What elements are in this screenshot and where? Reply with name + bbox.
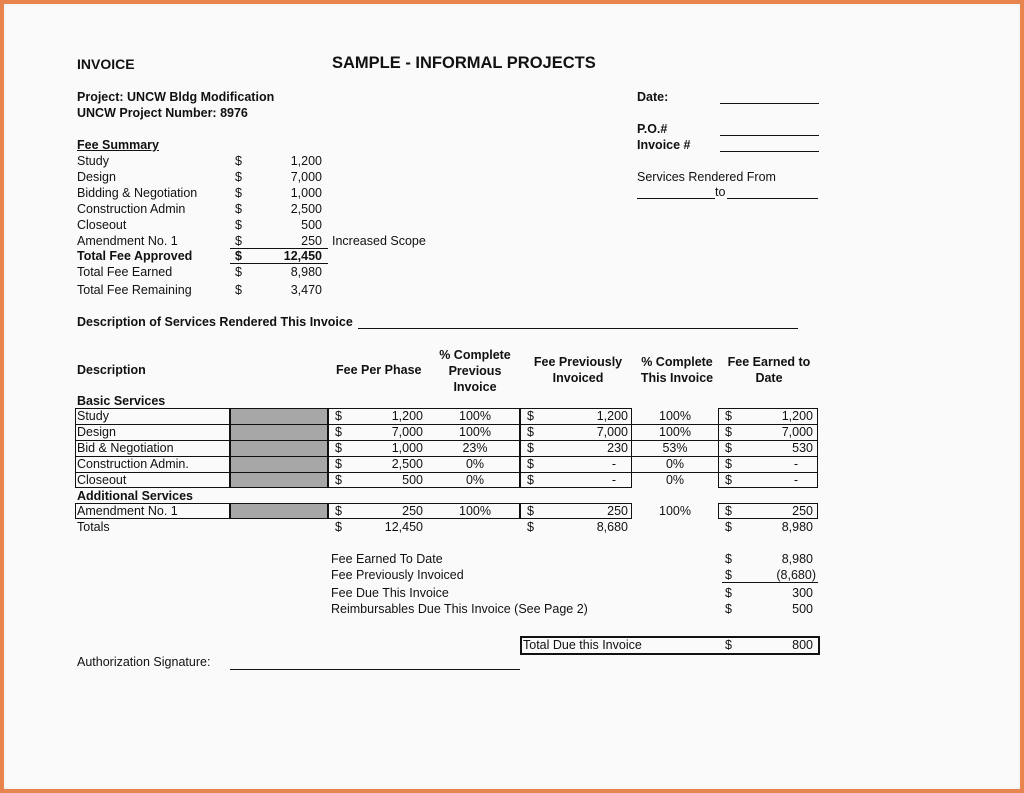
table-row-currency: $ bbox=[527, 473, 534, 487]
date-label: Date: bbox=[637, 90, 669, 104]
table-row-earned: - bbox=[793, 457, 798, 471]
table-row-name: Construction Admin. bbox=[77, 457, 189, 471]
shaded-column bbox=[230, 408, 328, 488]
invoice-number-field[interactable] bbox=[720, 151, 819, 152]
summary-currency: $ bbox=[725, 568, 732, 582]
fee-summary-label: Bidding & Negotiation bbox=[77, 186, 198, 200]
table-row-prev: - bbox=[611, 473, 616, 487]
fee-summary-amount: 2,500 bbox=[290, 202, 322, 216]
table-row-pct-this: 0% bbox=[665, 473, 685, 487]
total-fee-remaining-currency: $ bbox=[235, 283, 242, 297]
table-row-pct-this: 100% bbox=[659, 425, 691, 439]
fee-summary-currency: $ bbox=[235, 234, 242, 248]
totals-label: Totals bbox=[77, 520, 110, 534]
fee-summary-currency: $ bbox=[235, 202, 242, 216]
table-row-earned: 250 bbox=[792, 504, 813, 518]
table-row-currency: $ bbox=[335, 473, 342, 487]
total-fee-approved-amount: 12,450 bbox=[283, 249, 322, 263]
table-row-pct-this: 53% bbox=[662, 441, 688, 455]
total-due-amount: 800 bbox=[792, 638, 813, 652]
fee-summary-amount: 250 bbox=[301, 234, 322, 248]
table-row-name: Design bbox=[77, 425, 116, 439]
fee-summary-amount: 1,200 bbox=[290, 154, 322, 168]
fee-summary-label: Closeout bbox=[77, 218, 127, 232]
summary-label: Fee Due This Invoice bbox=[331, 586, 449, 600]
fee-summary-currency: $ bbox=[235, 154, 242, 168]
table-row-currency: $ bbox=[527, 409, 534, 423]
table-row-currency: $ bbox=[335, 409, 342, 423]
table-row-currency: $ bbox=[527, 441, 534, 455]
table-row-pct-prev: 0% bbox=[465, 457, 485, 471]
po-field[interactable] bbox=[720, 135, 819, 136]
table-row-name: Closeout bbox=[77, 473, 127, 487]
fee-summary-label: Design bbox=[77, 170, 116, 184]
fee-summary-label: Study bbox=[77, 154, 109, 168]
total-due-currency: $ bbox=[725, 638, 732, 652]
table-row-currency: $ bbox=[725, 409, 732, 423]
table-row-currency: $ bbox=[725, 425, 732, 439]
table-row-pct-this: 100% bbox=[659, 504, 691, 518]
summary-amount: (8,680) bbox=[776, 568, 816, 582]
table-row-name: Bid & Negotiation bbox=[77, 441, 174, 455]
summary-currency: $ bbox=[725, 586, 732, 600]
fee-summary-currency: $ bbox=[235, 170, 242, 184]
col-header-description: Description bbox=[77, 363, 146, 377]
total-fee-remaining-amount: 3,470 bbox=[290, 283, 322, 297]
signature-label: Authorization Signature: bbox=[77, 655, 211, 669]
description-field[interactable] bbox=[358, 328, 798, 329]
fee-summary-note: Increased Scope bbox=[332, 234, 426, 248]
table-row-pct-prev: 0% bbox=[465, 473, 485, 487]
col-header-fee-earned: Fee Earned to Date bbox=[727, 355, 811, 385]
col-header-pct-this: % Complete This Invoice bbox=[640, 355, 714, 385]
summary-currency: $ bbox=[725, 552, 732, 566]
signature-field[interactable] bbox=[230, 669, 520, 670]
fee-summary-currency: $ bbox=[235, 186, 242, 200]
total-due-label: Total Due this Invoice bbox=[523, 638, 642, 652]
table-row-fee: 500 bbox=[402, 473, 423, 487]
services-to-field[interactable] bbox=[727, 198, 818, 199]
table-row-prev: 7,000 bbox=[596, 425, 628, 439]
total-fee-earned-amount: 8,980 bbox=[290, 265, 322, 279]
po-label: P.O.# bbox=[637, 122, 668, 136]
project-name: Project: UNCW Bldg Modification bbox=[77, 90, 275, 104]
totals-prev: 8,680 bbox=[596, 520, 628, 534]
total-fee-earned-currency: $ bbox=[235, 265, 242, 279]
table-row-currency: $ bbox=[725, 457, 732, 471]
table-row-prev: 230 bbox=[607, 441, 628, 455]
col-header-fee-previously-invoiced: Fee Previously Invoiced bbox=[533, 355, 623, 385]
invoice-number-label: Invoice # bbox=[637, 138, 691, 152]
shaded-column bbox=[230, 503, 328, 519]
table-row-fee: 7,000 bbox=[391, 425, 423, 439]
table-row-prev: 250 bbox=[607, 504, 628, 518]
summary-label: Reimbursables Due This Invoice (See Page 2) bbox=[331, 602, 588, 616]
table-row-currency: $ bbox=[527, 425, 534, 439]
summary-divider bbox=[722, 582, 818, 583]
fee-summary-amount: 500 bbox=[301, 218, 322, 232]
table-row-currency: $ bbox=[725, 504, 732, 518]
table-row-currency: $ bbox=[335, 441, 342, 455]
date-field[interactable] bbox=[720, 103, 819, 104]
table-row-prev: 1,200 bbox=[596, 409, 628, 423]
table-row-fee: 2,500 bbox=[391, 457, 423, 471]
table-row-pct-prev: 23% bbox=[462, 441, 488, 455]
services-from-label: Services Rendered From bbox=[637, 170, 776, 184]
fee-summary-currency: $ bbox=[235, 218, 242, 232]
table-row-pct-this: 0% bbox=[665, 457, 685, 471]
fee-summary-label: Amendment No. 1 bbox=[77, 234, 178, 248]
table-row-earned: 7,000 bbox=[781, 425, 813, 439]
summary-currency: $ bbox=[725, 602, 732, 616]
table-row-currency: $ bbox=[335, 504, 342, 518]
summary-amount: 500 bbox=[792, 602, 813, 616]
totals-earned: 8,980 bbox=[781, 520, 813, 534]
table-row-prev: - bbox=[611, 457, 616, 471]
description-label: Description of Services Rendered This Invoice bbox=[77, 315, 353, 329]
summary-amount: 8,980 bbox=[781, 552, 813, 566]
summary-label: Fee Previously Invoiced bbox=[331, 568, 464, 582]
services-from-field[interactable] bbox=[637, 198, 715, 199]
basic-services-label: Basic Services bbox=[77, 394, 166, 408]
col-header-pct-previous: % Complete Previous Invoice bbox=[439, 348, 511, 394]
table-row-pct-prev: 100% bbox=[459, 504, 491, 518]
table-row-fee: 250 bbox=[402, 504, 423, 518]
totals-currency: $ bbox=[725, 520, 732, 534]
totals-currency: $ bbox=[527, 520, 534, 534]
table-row-name: Amendment No. 1 bbox=[77, 504, 178, 518]
total-fee-approved-currency: $ bbox=[235, 249, 242, 263]
project-number: UNCW Project Number: 8976 bbox=[77, 106, 248, 120]
table-row-earned: - bbox=[793, 473, 798, 487]
table-row-currency: $ bbox=[725, 441, 732, 455]
table-row-pct-prev: 100% bbox=[459, 409, 491, 423]
additional-services-label: Additional Services bbox=[77, 489, 194, 503]
page-title: SAMPLE - INFORMAL PROJECTS bbox=[332, 54, 596, 72]
fee-summary-amount: 7,000 bbox=[290, 170, 322, 184]
fee-summary-title: Fee Summary bbox=[77, 138, 159, 152]
table-row-currency: $ bbox=[527, 504, 534, 518]
table-row-pct-this: 100% bbox=[659, 409, 691, 423]
fee-summary-amount: 1,000 bbox=[290, 186, 322, 200]
table-row-earned: 1,200 bbox=[781, 409, 813, 423]
table-row-currency: $ bbox=[335, 425, 342, 439]
table-row-name: Study bbox=[77, 409, 109, 423]
totals-fee: 12,450 bbox=[384, 520, 423, 534]
table-row-currency: $ bbox=[725, 473, 732, 487]
table-row-currency: $ bbox=[335, 457, 342, 471]
summary-amount: 300 bbox=[792, 586, 813, 600]
totals-currency: $ bbox=[335, 520, 342, 534]
invoice-title: INVOICE bbox=[77, 56, 135, 72]
services-to-label: to bbox=[715, 185, 726, 199]
table-row-earned: 530 bbox=[792, 441, 813, 455]
table-row-fee: 1,200 bbox=[391, 409, 423, 423]
table-row-pct-prev: 100% bbox=[459, 425, 491, 439]
table-row-currency: $ bbox=[527, 457, 534, 471]
total-fee-approved-label: Total Fee Approved bbox=[77, 249, 193, 263]
col-header-fee-per-phase: Fee Per Phase bbox=[336, 363, 422, 377]
fee-summary-label: Construction Admin bbox=[77, 202, 186, 216]
fee-summary-divider bbox=[230, 263, 328, 264]
table-row-fee: 1,000 bbox=[391, 441, 423, 455]
total-fee-remaining-label: Total Fee Remaining bbox=[77, 283, 192, 297]
total-fee-earned-label: Total Fee Earned bbox=[77, 265, 173, 279]
summary-label: Fee Earned To Date bbox=[331, 552, 443, 566]
